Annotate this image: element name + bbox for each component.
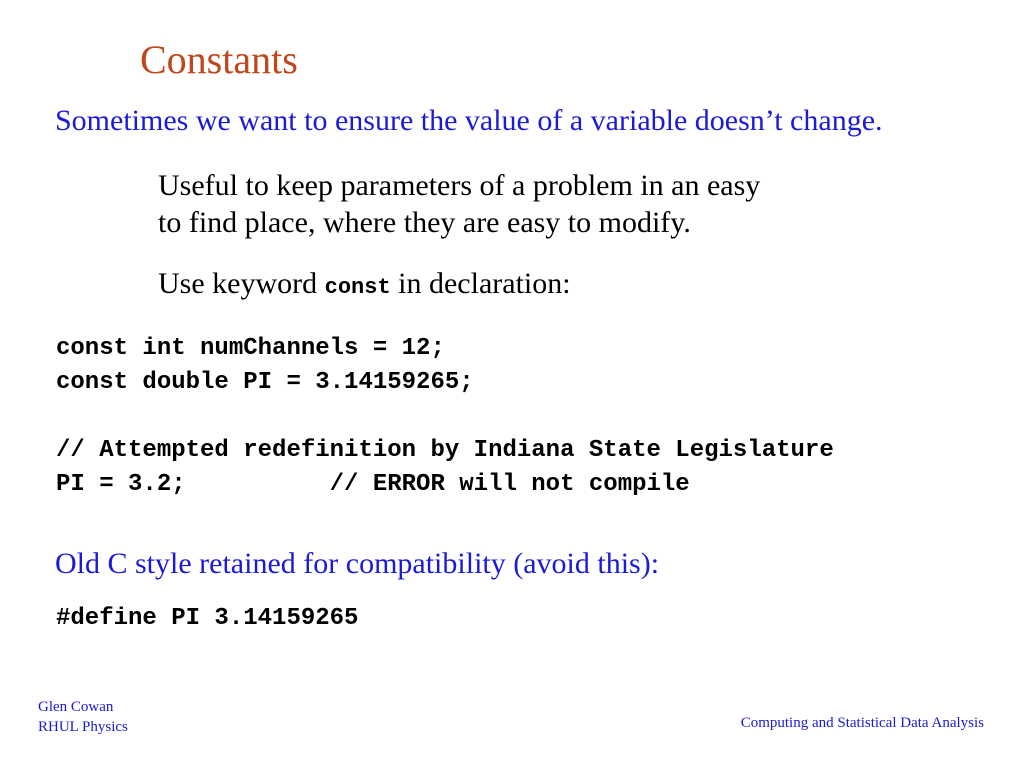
code-block-redefinition bbox=[56, 434, 834, 502]
code-block-define bbox=[56, 602, 358, 636]
old-c-style-text: Old C style retained for compatibility (avoid this): bbox=[55, 547, 660, 580]
useful-line: to find place, where they are easy to modify. bbox=[158, 206, 691, 239]
footer-author: Glen Cowan bbox=[38, 699, 114, 715]
footer-author-block bbox=[38, 697, 128, 737]
code-line: const double PI = 3.14159265; bbox=[56, 369, 474, 396]
footer-affiliation: RHUL Physics bbox=[38, 719, 128, 735]
useful-line: Useful to keep parameters of a problem in an easy bbox=[158, 169, 761, 202]
keyword-line bbox=[158, 266, 571, 306]
slide-title: Constants bbox=[140, 37, 298, 82]
code-line: const int numChannels = 12; bbox=[56, 335, 445, 362]
intro-text: Sometimes we want to ensure the value of a variable doesn’t change. bbox=[55, 104, 883, 137]
const-keyword: const bbox=[324, 275, 391, 300]
useful-paragraph bbox=[158, 167, 760, 241]
code-block-declarations bbox=[56, 332, 474, 400]
code-line: #define PI 3.14159265 bbox=[56, 605, 359, 632]
keyword-suffix: in declaration: bbox=[390, 267, 571, 300]
code-line: PI = 3.2; // ERROR will not compile bbox=[56, 471, 690, 498]
footer-course: Computing and Statistical Data Analysis bbox=[740, 715, 984, 731]
code-line: // Attempted redefinition by Indiana State Legislature bbox=[56, 437, 834, 464]
keyword-prefix: Use keyword bbox=[158, 267, 325, 300]
